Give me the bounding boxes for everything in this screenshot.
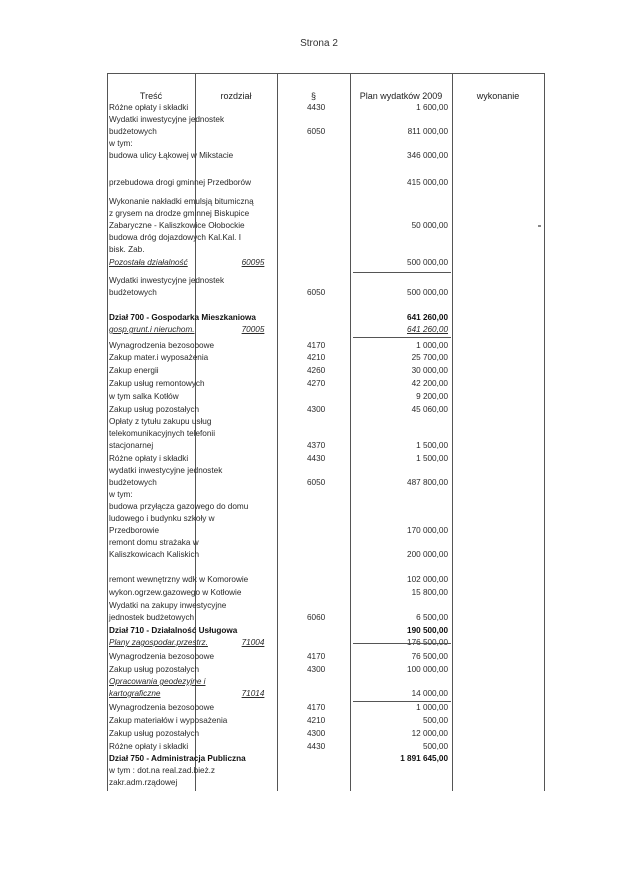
row-description: telekomunikacyjnych telefonii	[109, 429, 216, 438]
row-plan-amount: 76 500,00	[411, 652, 448, 661]
row-paragraf: 4430	[307, 103, 326, 112]
row-plan-amount: 12 000,00	[411, 729, 448, 738]
row-paragraf: 6050	[307, 478, 326, 487]
row-plan-amount: 45 060,00	[411, 405, 448, 414]
row-paragraf: 6050	[307, 288, 326, 297]
row-plan-amount: 346 000,00	[407, 151, 448, 160]
row-paragraf: 4430	[307, 742, 326, 751]
row-plan-amount: 811 000,00	[407, 127, 448, 136]
row-plan-amount: 641 260,00	[407, 313, 448, 322]
row-paragraf: 4370	[307, 441, 326, 450]
row-paragraf: 4260	[307, 366, 326, 375]
row-description: Opracowania geodezyjne i	[109, 677, 206, 686]
row-paragraf: 6060	[307, 613, 326, 622]
table-left-border	[107, 73, 108, 791]
row-description: Wynagrodzenia bezosobowe	[109, 652, 215, 661]
row-description: budowa ulicy Łąkowej w Mikstacie	[109, 151, 234, 160]
row-description: bisk. Zab.	[109, 245, 145, 254]
row-plan-amount: 50 000,00	[411, 221, 448, 230]
header-paragraf: §	[310, 91, 316, 101]
row-rozdzial: 71014	[241, 689, 265, 698]
row-description: remont domu strażaka w	[109, 538, 199, 547]
row-paragraf: 4210	[307, 716, 326, 725]
row-description: Zakup usług pozostałych	[109, 665, 200, 674]
row-plan-amount: 500 000,00	[407, 258, 448, 267]
row-description: stacjonarnej	[109, 441, 154, 450]
row-paragraf: 6050	[307, 127, 326, 136]
row-plan-amount: 14 000,00	[411, 689, 448, 698]
row-description: w tym salka Kotłów	[109, 392, 179, 401]
row-description: Różne opłaty i składki	[109, 103, 189, 112]
subtotal-rule	[353, 272, 451, 273]
row-plan-amount: 487 800,00	[407, 478, 448, 487]
row-description: z grysem na drodze gminnej Biskupice	[109, 209, 250, 218]
row-description: Wykonanie nakładki emulsją bitumiczną	[109, 197, 254, 206]
row-plan-amount: 1 891 645,00	[400, 754, 448, 763]
row-paragraf: 4270	[307, 379, 326, 388]
row-description: Wynagrodzenia bezosobowe	[109, 703, 215, 712]
row-plan-amount: 500,00	[422, 716, 448, 725]
row-description: wydatki inwestycyjne jednostek	[109, 466, 223, 475]
row-description: Dział 750 - Administracja Publiczna	[109, 754, 246, 763]
row-plan-amount: 415 000,00	[407, 178, 448, 187]
row-plan-amount: 641 260,00	[407, 325, 448, 334]
row-description: budżetowych	[109, 288, 157, 297]
row-description: Wydatki inwestycyjne jednostek	[109, 276, 225, 285]
row-paragraf: 4300	[307, 665, 326, 674]
row-description: kartograficzne	[109, 689, 161, 698]
subtotal-rule	[353, 701, 451, 702]
row-description: zakr.adm.rządowej	[109, 778, 178, 787]
row-description: Różne opłaty i składki	[109, 742, 189, 751]
row-description: Zabaryczne - Kaliszkowice Ołobockie	[109, 221, 245, 230]
row-plan-amount: 6 500,00	[416, 613, 448, 622]
row-plan-amount: 15 800,00	[411, 588, 448, 597]
row-description: Pozostała działalność	[109, 258, 188, 267]
scan-speck	[538, 225, 541, 227]
row-plan-amount: 200 000,00	[407, 550, 448, 559]
row-paragraf: 4170	[307, 341, 326, 350]
row-paragraf: 4210	[307, 353, 326, 362]
row-plan-amount: 1 000,00	[416, 341, 448, 350]
column-divider	[277, 73, 278, 791]
row-description: jednostek budżetowych	[109, 613, 195, 622]
subtotal-rule	[353, 337, 451, 338]
row-plan-amount: 190 500,00	[407, 626, 448, 635]
row-description: Zakup energii	[109, 366, 159, 375]
table-top-border	[107, 73, 545, 74]
row-plan-amount: 100 000,00	[407, 665, 448, 674]
row-description: Dział 700 - Gospodarka Mieszkaniowa	[109, 313, 256, 322]
row-plan-amount: 500 000,00	[407, 288, 448, 297]
row-description: Wydatki na zakupy inwestycyjne	[109, 601, 227, 610]
row-description: ludowego i budynku szkoły w	[109, 514, 215, 523]
row-description: Opłaty z tytułu zakupu usług	[109, 417, 212, 426]
row-description: wykon.ogrzew.gazowego w Kotłowie	[109, 588, 242, 597]
row-plan-amount: 170 000,00	[407, 526, 448, 535]
row-description: budżetowych	[109, 478, 157, 487]
header-plan: Plan wydatków 2009	[359, 91, 443, 101]
row-plan-amount: 25 700,00	[411, 353, 448, 362]
row-description: Dział 710 - Działalność Usługowa	[109, 626, 238, 635]
page-number: Strona 2	[300, 38, 338, 49]
row-description: Zakup materiałów i wyposażenia	[109, 716, 228, 725]
row-paragraf: 4170	[307, 703, 326, 712]
row-paragraf: 4430	[307, 454, 326, 463]
table-right-border	[544, 73, 545, 791]
subtotal-rule	[353, 643, 451, 644]
row-description: budżetowych	[109, 127, 157, 136]
row-description: Kaliszkowicach Kaliskich	[109, 550, 200, 559]
row-plan-amount: 9 200,00	[416, 392, 448, 401]
row-plan-amount: 1 000,00	[416, 703, 448, 712]
row-paragraf: 4300	[307, 729, 326, 738]
row-description: w tym:	[109, 139, 133, 148]
row-description: budowa dróg dojazdowych Kal.Kal. I	[109, 233, 241, 242]
row-paragraf: 4170	[307, 652, 326, 661]
row-rozdzial: 71004	[241, 638, 265, 647]
row-plan-amount: 42 200,00	[411, 379, 448, 388]
row-plan-amount: 102 000,00	[407, 575, 448, 584]
row-paragraf: 4300	[307, 405, 326, 414]
row-plan-amount: 1 500,00	[416, 454, 448, 463]
row-plan-amount: 1 600,00	[416, 103, 448, 112]
row-description: Przedborowie	[109, 526, 160, 535]
header-wykonanie: wykonanie	[476, 91, 520, 101]
row-description: Zakup usług pozostałych	[109, 405, 200, 414]
row-description: Wynagrodzenia bezosobowe	[109, 341, 215, 350]
row-plan-amount: 30 000,00	[411, 366, 448, 375]
row-description: gosp.grunt.i nieruchom.	[109, 325, 195, 334]
row-description: Plany zagospodar.przestrz.	[109, 638, 208, 647]
row-description: przebudowa drogi gminnej Przedborów	[109, 178, 251, 187]
column-divider	[452, 73, 453, 791]
row-description: w tym : dot.na real.zad.bież.z	[109, 766, 216, 775]
row-rozdzial: 60095	[241, 258, 265, 267]
row-description: Różne opłaty i składki	[109, 454, 189, 463]
row-description: w tym:	[109, 490, 133, 499]
row-description: Zakup usług remontowych	[109, 379, 205, 388]
header-tresc: Treść	[139, 91, 163, 101]
row-plan-amount: 1 500,00	[416, 441, 448, 450]
row-description: Zakup usług pozostałych	[109, 729, 200, 738]
row-rozdzial: 70005	[241, 325, 265, 334]
row-description: budowa przyłącza gazowego do domu	[109, 502, 249, 511]
row-description: Zakup mater.i wyposażenia	[109, 353, 209, 362]
budget-table	[107, 73, 545, 791]
header-rozdzial: rozdział	[220, 91, 252, 101]
row-description: Wydatki inwestycyjne jednostek	[109, 115, 225, 124]
row-description: remont wewnętrzny wdk w Komorowie	[109, 575, 249, 584]
row-plan-amount: 500,00	[422, 742, 448, 751]
